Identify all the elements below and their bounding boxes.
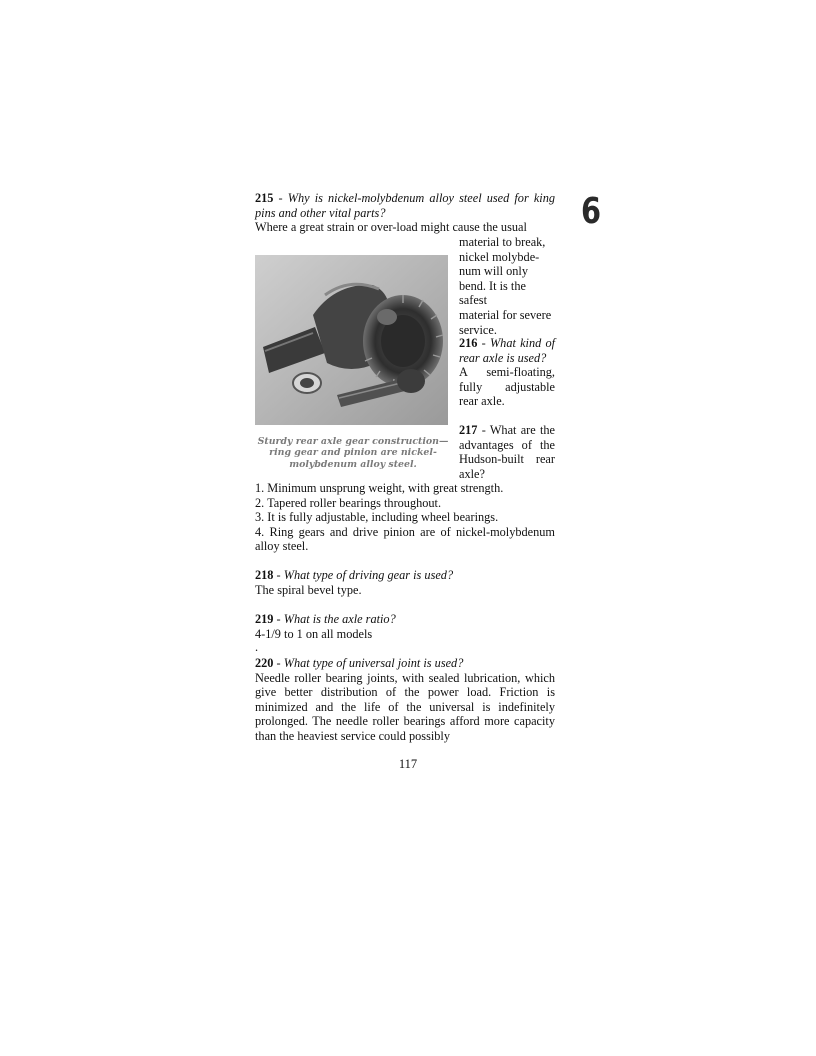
question-215 — [255, 191, 555, 235]
question-text: What type of driving gear is used? — [283, 568, 454, 582]
question-text: Why is nickel-molybdenum alloy steel used for king pins and other vital parts? — [255, 191, 556, 220]
question-separator: - — [477, 336, 490, 350]
question-text: What is the axle ratio? — [283, 612, 396, 626]
question-text: What type of universal joint is used? — [283, 656, 464, 670]
question-separator: - — [273, 612, 284, 626]
question-separator: - — [273, 656, 284, 670]
question-220 — [255, 656, 555, 744]
question-separator: - — [273, 568, 284, 582]
answer-text: A semi-floating, fully adjustable rear axle. — [459, 365, 555, 409]
answer-text: 4-1/9 to 1 on all models — [255, 626, 373, 641]
list-item: 3. It is fully adjustable, including wheel bearings. — [255, 510, 499, 525]
question-number: 220 — [255, 656, 274, 670]
stray-mark: . — [255, 640, 259, 655]
question-separator: - — [273, 191, 288, 205]
question-number: 216 — [459, 336, 478, 350]
question-number: 215 — [255, 191, 274, 205]
question-219 — [255, 612, 555, 653]
answer-text: The spiral bevel type. — [255, 582, 362, 597]
rear-axle-gear-photo — [255, 255, 448, 425]
answer-line: num will only — [459, 264, 529, 279]
question-217 — [459, 423, 555, 481]
answer-text: Where a great strain or over-load might cause the usual — [255, 220, 527, 235]
answer-line: nickel molybde- — [459, 249, 540, 264]
question-number: 218 — [255, 568, 274, 582]
advantages-list — [255, 481, 555, 554]
answer-line: bend. It is the safest — [459, 278, 526, 308]
question-218 — [255, 568, 555, 597]
section-marker: 6 — [580, 191, 602, 232]
answer-line: material to break, — [459, 235, 546, 249]
page-number: 117 — [398, 757, 418, 771]
answer-215-continuation — [459, 235, 555, 337]
answer-text: Needle roller bearing joints, with sealed lubrication, which give better distribution of the power load. Friction is minimized and the life of the universal is indefinitely prolonged. The needle roller bearings afford more capacity than the heaviest service could possibly — [255, 670, 555, 743]
list-item: 1. Minimum unsprung weight, with great strength. — [255, 481, 504, 495]
question-number: 217 — [459, 423, 478, 437]
answer-line: material for severe — [459, 307, 552, 322]
question-text: What are the advantages of the Hudson-built rear axle? — [459, 423, 555, 481]
question-text: What kind of rear axle is used? — [459, 336, 556, 365]
gear-illustration — [255, 255, 448, 425]
figure-caption: Sturdy rear axle gear construction—ring gear and pinion are nickel-molybdenum alloy steel. — [257, 436, 449, 470]
question-216 — [459, 336, 555, 409]
list-item: 4. Ring gears and drive pinion are of nickel-molybdenum alloy steel. — [255, 524, 555, 554]
list-item: 2. Tapered roller bearings throughout. — [255, 495, 442, 510]
question-separator: - — [477, 423, 490, 437]
answer-line: service. — [459, 322, 497, 337]
question-number: 219 — [255, 612, 274, 626]
